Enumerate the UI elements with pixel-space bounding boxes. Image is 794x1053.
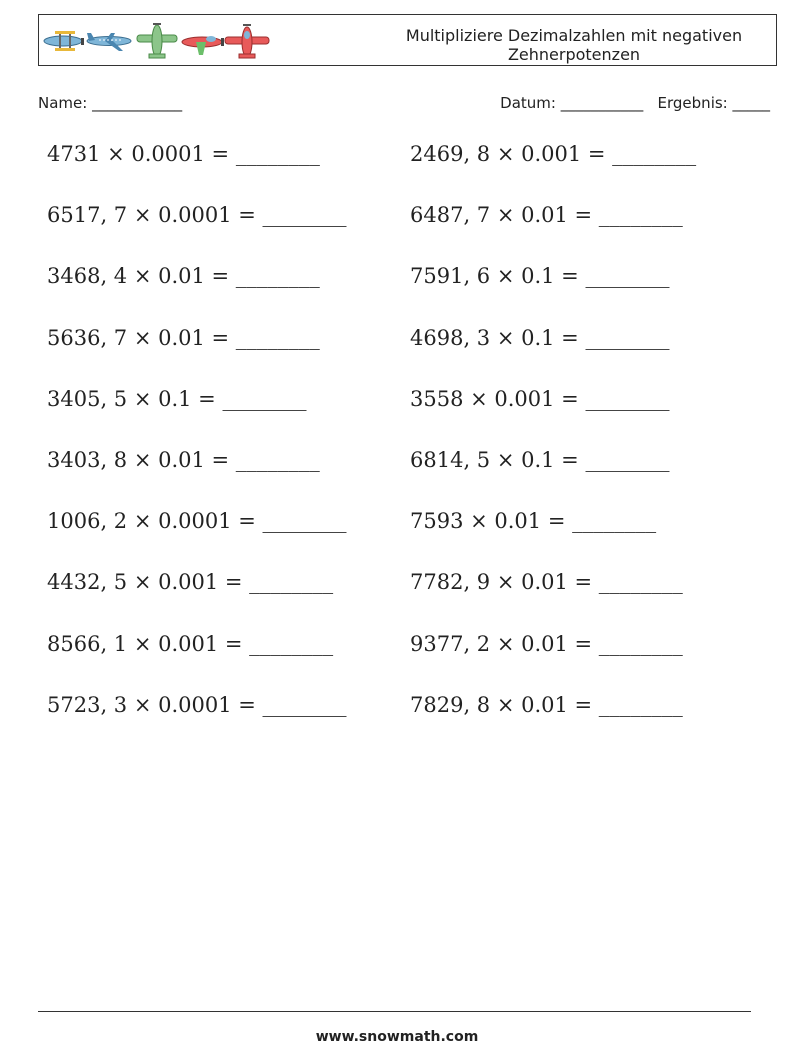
problem-list [47, 142, 767, 754]
problem-item: 6517, 7 × 0.0001 = ________ [47, 203, 347, 228]
problem-item: 8566, 1 × 0.001 = ________ [47, 631, 334, 656]
problem-item: 5636, 7 × 0.01 = ________ [47, 325, 320, 350]
problem-row [47, 387, 767, 448]
red-fighter-icon [182, 36, 224, 55]
problem-row [47, 509, 767, 570]
problem-row [47, 570, 767, 631]
biplane-icon [44, 31, 84, 51]
problem-item: 3468, 4 × 0.01 = ________ [47, 264, 320, 289]
problem-item: 6487, 7 × 0.01 = ________ [410, 203, 683, 228]
problem-item: 1006, 2 × 0.0001 = ________ [47, 509, 347, 534]
problem-item: 4731 × 0.0001 = ________ [47, 142, 320, 166]
problem-row [47, 264, 767, 325]
problem-item: 3405, 5 × 0.1 = ________ [47, 386, 307, 411]
title-line-2: Zehnerpotenzen [507, 45, 641, 64]
problem-item: 7593 × 0.01 = ________ [410, 509, 657, 534]
header-box [38, 14, 777, 66]
airplanes-illustration [41, 21, 271, 61]
problem-row [47, 203, 767, 264]
problem-item: 3403, 8 × 0.01 = ________ [47, 447, 320, 472]
airliner-icon [87, 33, 131, 51]
problem-item: 4698, 3 × 0.1 = ________ [410, 325, 670, 350]
problem-row [47, 632, 767, 693]
red-plane-icon [225, 24, 269, 58]
problem-item: 4432, 5 × 0.001 = ________ [47, 570, 334, 595]
problem-item: 2469, 8 × 0.001 = ________ [410, 142, 697, 166]
result-field: Ergebnis: _____ [657, 94, 770, 112]
footer-divider [38, 1011, 751, 1012]
problem-item: 6814, 5 × 0.1 = ________ [410, 447, 670, 472]
footer-url: www.snowmath.com [315, 1029, 479, 1045]
problem-item: 3558 × 0.001 = ________ [410, 386, 670, 411]
problem-row [47, 142, 767, 203]
name-field: Name: ____________ [38, 94, 183, 112]
problem-row [47, 693, 767, 754]
problem-item: 5723, 3 × 0.0001 = ________ [47, 692, 347, 717]
problem-item: 9377, 2 × 0.01 = ________ [410, 631, 683, 656]
title-line-1: Multipliziere Dezimalzahlen mit negativen [405, 26, 743, 45]
problem-item: 7829, 8 × 0.01 = ________ [410, 692, 683, 717]
problem-row [47, 326, 767, 387]
green-plane-icon [137, 23, 177, 58]
problem-item: 7782, 9 × 0.01 = ________ [410, 570, 683, 595]
problem-item: 7591, 6 × 0.1 = ________ [410, 264, 670, 289]
worksheet-title [394, 26, 754, 64]
date-field: Datum: ___________ [500, 94, 644, 112]
problem-row [47, 448, 767, 509]
date-result-fields [500, 94, 770, 112]
